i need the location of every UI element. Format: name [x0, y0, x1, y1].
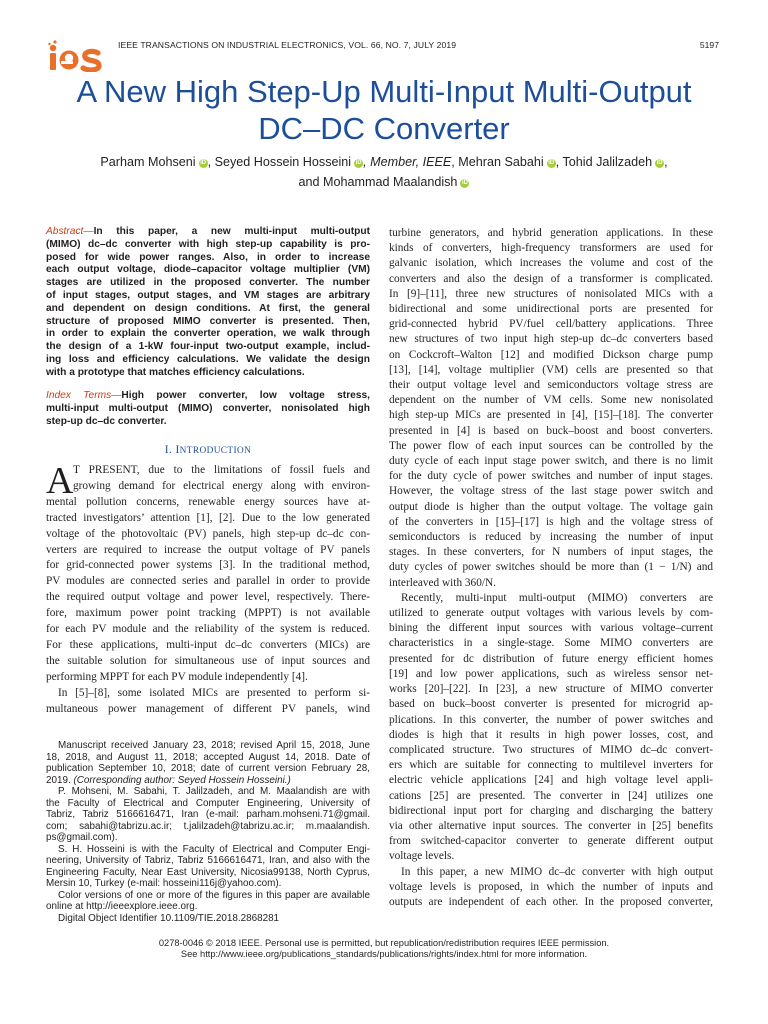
body-line: new structures of two input high step-up dc–dc converters based	[389, 333, 713, 346]
copyright-footer	[40, 938, 728, 959]
body-line: works [20]–[22]. In [23], a new structure of MIMO converter	[389, 683, 713, 696]
body-line: bidirectional input port for charging and discharging the battery	[389, 804, 713, 817]
body-line: high step-up MICs are presented in [4], [15]–[18]. The converter	[389, 409, 713, 422]
intro-line: PV modules are connected series and parallel in order to provide	[46, 575, 370, 588]
rights-link-line[interactable]: See http://www.ieee.org/publications_standards/publications/rights/index.html for more information.	[180, 948, 588, 959]
body-line: output diode is higher than the output voltage. The voltage gain	[389, 500, 713, 513]
abstract-line: (MIMO) dc–dc converter with high step-up capability is pro-	[46, 238, 370, 250]
body-line: semiconductors is reduced by increasing the number of input	[389, 531, 713, 544]
footnote-line: com; sabahi@tabrizu.ac.ir; t.jalilzadeh@tabrizu.ac.ir; m.maalandish.	[46, 820, 370, 832]
index-terms	[46, 390, 370, 428]
intro-line: In [5]–[8], some isolated MICs are presented to perform si-	[58, 686, 370, 699]
body-line: In this paper, a new MIMO dc–dc converter with high output	[401, 865, 713, 878]
abstract-line: ing loss and efficiency calculations. We validate the design	[46, 353, 370, 365]
body-line: their output voltage level and semiconductors voltage stress are	[389, 379, 713, 392]
abstract-line: Abstract—In this paper, a new multi-input multi-output	[46, 226, 370, 237]
footnote-line: Color versions of one or more of the figures in this paper are available	[58, 889, 370, 901]
footnote-line: publication September 10, 2018; date of current version February 28,	[46, 763, 370, 774]
abstract-line: stages are utilized in the proposed converter. The number	[46, 277, 370, 289]
orcid-icon[interactable]: iD	[656, 160, 663, 166]
copyright-line: 0278-0046 © 2018 IEEE. Personal use is permitted, but republication/redistribution requires IEEE permission.	[158, 938, 610, 948]
author-name: , Seyed Hossein Hosseini	[207, 155, 352, 169]
author-list-line-1	[40, 156, 728, 169]
body-line: presented for dc distribution of future energy efficient homes	[389, 652, 713, 665]
orcid-icon[interactable]: iD	[355, 160, 362, 166]
intro-line: performing MPPT for each PV module independently [4].	[46, 670, 308, 683]
abstract-line: and dependent on design conditions. At first, the general	[46, 302, 370, 314]
abstract-line: structure of proposed MIMO converter is presented. Then,	[46, 315, 370, 327]
orcid-icon[interactable]: iD	[548, 160, 555, 166]
intro-line: the suitable solution for simultaneous use of input sources and	[46, 654, 370, 667]
intro-line: for grid-connected power systems [3]. In the traditional method,	[46, 559, 370, 572]
body-line: utilized to generate output voltages with various levels by com-	[389, 607, 713, 620]
footnote-line: Manuscript received January 23, 2018; revised April 15, 2018, June	[58, 740, 370, 751]
abstract-line: in order to explain the converter operation, we walk through	[46, 328, 370, 340]
abstract	[46, 226, 370, 380]
author-name: and Mohammad Maalandish	[298, 175, 458, 189]
page-number: 5197	[699, 40, 719, 50]
body-line: plications. In this converter, the number of power switches and	[389, 713, 713, 726]
abstract-line: with a prototype that matches efficiency calculations.	[46, 366, 305, 378]
body-line: kinds of converters, high-frequency transformers are used for	[389, 242, 713, 255]
body-line: converters and also the design of a transformer is complicated.	[389, 272, 713, 285]
footnote-line: ps@gmail.com).	[46, 832, 118, 843]
body-line: dependent on the number of VM cells. Some new nonisolated	[389, 394, 713, 407]
body-line: In [9]–[11], three new structures of nonisolated MICs with a	[389, 287, 713, 300]
body-line: of the converters in [15]–[17] is high and the voltage stress of	[389, 515, 713, 528]
body-line: on Cockcroft–Walton [12] and modified Dickson charge pump	[389, 348, 713, 361]
author-list-line-2	[40, 176, 728, 189]
intro-line: tracted investigators’ attention [1], [2]. Due to the low generated	[46, 511, 370, 524]
body-line: based on buck–boost converter is presented for microgrid ap-	[389, 698, 713, 711]
body-line: ers which are suitable for connecting to multilevel inverters for	[389, 759, 713, 772]
body-line: bining the different input sources with various voltage–current	[389, 622, 713, 635]
footnote-line: Engineering Faculty, Near East University, Nicosia99138, North Cyprus,	[46, 866, 370, 878]
author-separator: ,	[664, 155, 668, 169]
intro-line: verters are required to increase the output voltage of PV panels	[46, 543, 370, 556]
body-line: The power flow of each input sources can be controlled by the	[389, 439, 713, 452]
footnote-line: Mersin 10, Turkey (e-mail: hosseini116j@yahoo.com).	[46, 878, 282, 889]
index-terms-label: Index Terms—	[46, 390, 122, 401]
body-line: bidirectional and some unidirectional ports are presented for	[389, 303, 713, 316]
intro-line: T PRESENT, due to the limitations of fossil fuels and	[73, 464, 370, 476]
footnote-line: the Faculty of Electrical and Computer Engineering, University of	[46, 797, 370, 809]
doi-line: Digital Object Identifier 10.1109/TIE.2018.2868281	[58, 912, 280, 924]
body-line: via other alternative input sources. The converter in [25] benefits	[389, 819, 713, 832]
right-column-body	[389, 226, 713, 910]
section-heading-introduction: I. INTRODUCTION	[164, 444, 252, 456]
body-line: grid-connected hybrid PV/fuel cell/battery applications. Three	[389, 318, 713, 331]
body-line: for the duty cycle of power switches and number of input stages.	[389, 470, 713, 483]
abstract-line: of input stages, output stages, and VM stages are arbitrary	[46, 289, 370, 301]
ies-logo	[47, 38, 105, 72]
body-line: [19] and low power applications, such as wireless sensor net-	[389, 667, 713, 680]
corresponding-author: (Corresponding author: Seyed Hossein Hosseini.)	[73, 774, 291, 786]
index-terms-line: multi-input multi-output (MIMO) converter, nonisolated high	[46, 402, 370, 414]
body-line: stages. In these converters, for N numbers of input stages, the	[389, 546, 713, 559]
body-line: outputs are independent of each other. In the proposed converter,	[389, 895, 713, 908]
body-line: complicated structure. Two structures of MIMO dc–dc convert-	[389, 743, 713, 756]
body-line: characteristics in a single-stage. Some MIMO converters are	[389, 637, 713, 650]
body-line: cations [25] are presented. The converter in [24] utilizes one	[389, 789, 713, 802]
body-line: presented in [4] is based on buck–boost and boost converters.	[389, 424, 713, 437]
footnote-line: Tabriz, Tabriz 5166616471, Iran (e-mail: parham.mohseni.71@gmail.	[46, 809, 370, 820]
drop-cap: A	[46, 460, 74, 502]
abstract-line: each output voltage, diode–capacitor voltage multiplier (VM)	[46, 264, 370, 276]
paper-title-line-2: DC–DC Converter	[258, 111, 510, 146]
intro-line: voltage of the photovoltaic (PV) panels, high step-up dc–dc con-	[46, 527, 370, 540]
abstract-line: posed for wide power ranges. Also, in order to increase	[46, 251, 370, 263]
body-line: turbine generators, and hybrid generation applications. In these	[389, 227, 713, 239]
footnote-line: 2019. (Corresponding author: Seyed Hossein Hosseini.)	[46, 774, 291, 786]
body-line: galvanic isolation, which increases the volume and cost of the	[389, 257, 713, 270]
body-line: [13], [14], voltage multiplier (VM) cells are presented so that	[389, 363, 713, 376]
index-terms-line: step-up dc–dc converter.	[46, 415, 167, 427]
paper-title-line-1: A New High Step-Up Multi-Input Multi-Output	[76, 74, 692, 109]
introduction-body	[46, 460, 370, 718]
intro-line: the required output voltage and power level, respectively. There-	[46, 591, 370, 604]
body-line: electric vehicle applications [24] and high voltage level appli-	[389, 774, 713, 787]
orcid-icon[interactable]: iD	[200, 160, 207, 166]
journal-header: IEEE TRANSACTIONS ON INDUSTRIAL ELECTRONICS, VOL. 66, NO. 7, JULY 2019	[118, 40, 457, 50]
footnote-line: S. H. Hosseini is with the Faculty of Electrical and Computer Engi-	[58, 843, 370, 855]
footnote-line: 18, 2018, and August 11, 2018; accepted August 14, 2018. Date of	[46, 751, 370, 763]
body-line: However, the voltage stress of the last stage power switch and	[389, 485, 713, 498]
intro-line: fore, maximum power point tracking (MPPT) is not available	[46, 607, 370, 620]
footnotes	[46, 740, 370, 924]
body-line: diodes is high that it results in high power losses, cost, and	[389, 728, 713, 741]
author-name: , Tohid Jalilzadeh	[555, 155, 653, 169]
footnote-line: neering, University of Tabriz, Tabriz 5166616471, Iran, and also with the	[46, 855, 370, 866]
author-name: Parham Mohseni	[100, 155, 196, 169]
body-line: voltage levels is proposed, in which the number of inputs and	[389, 880, 713, 893]
intro-line: mental pollution concerns, renewable energy sources have at-	[46, 495, 370, 508]
author-role: , Member, IEEE	[363, 155, 452, 169]
body-line: from switched-capacitor converter to generate different output	[389, 835, 713, 848]
abstract-line: the design of a 1-kW four-input two-output example, includ-	[46, 341, 370, 353]
footnote-line: P. Mohseni, M. Sabahi, T. Jalilzadeh, and M. Maalandish are with	[58, 786, 370, 797]
intro-line: For these applications, multi-input dc–dc converters (MICs) are	[46, 638, 370, 651]
body-line: voltage levels.	[389, 850, 455, 863]
footnote-line: online at http://ieeexplore.ieee.org.	[46, 901, 198, 912]
orcid-icon[interactable]: iD	[461, 180, 468, 186]
intro-line: for each PV module and the reliability of the system is reduced.	[46, 623, 370, 636]
index-terms-line: Index Terms—High power converter, low voltage stress,	[46, 390, 370, 401]
body-line: Recently, multi-input multi-output (MIMO) converters are	[401, 591, 713, 604]
intro-line: growing demand for electrical energy along with environ-	[73, 479, 370, 492]
author-name: , Mehran Sabahi	[451, 155, 544, 169]
body-line: interleaved with 360/N.	[389, 576, 496, 589]
abstract-label: Abstract—	[46, 226, 94, 237]
intro-line: multaneous power management of different PV panels, wind	[46, 702, 370, 715]
body-line: duty cycle of each input stage power switch, and there is no limit	[389, 455, 713, 468]
body-line: duty cycles of power switches should be more than (1 − 1/N) and	[389, 561, 713, 574]
